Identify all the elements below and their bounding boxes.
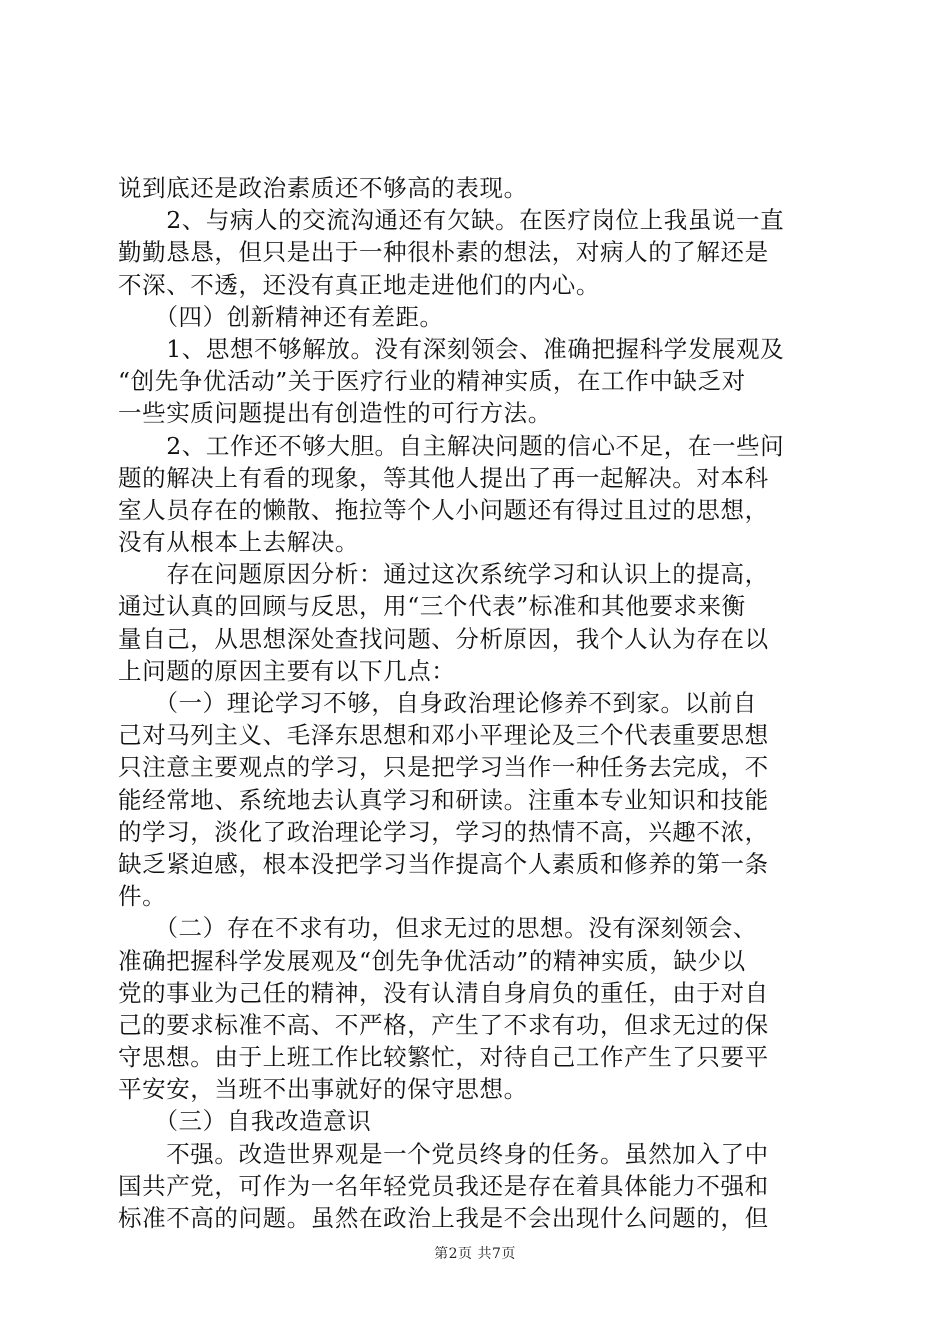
text-line: （四）创新精神还有差距。 [118,302,444,331]
text-line: 党的事业为己任的精神，没有认清自身肩负的重任，由于对自 [118,978,769,1007]
text-line: 的学习，淡化了政治理论学习，学习的热情不高，兴趣不浓， [118,817,769,846]
document-body [118,172,838,1234]
text-line: 己对马列主义、毛泽东思想和邓小平理论及三个代表重要思想 [118,721,769,750]
text-line: 缺乏紧迫感，根本没把学习当作提高个人素质和修养的第一条 [118,849,769,878]
text-line: 件。 [118,882,167,911]
text-line: 不深、不透，还没有真正地走进他们的内心。 [118,270,600,299]
text-line: 勤勤恳恳，但只是出于一种很朴素的想法，对病人的了解还是 [118,238,769,267]
text-line: 说到底还是政治素质还不够高的表现。 [118,174,528,202]
text-line: 标准不高的问题。虽然在政治上我是不会出现什么问题的，但 [118,1204,769,1232]
text-line: 平安安，当班不出事就好的保守思想。 [118,1075,528,1104]
text-line: 一些实质问题提出有创造性的可行方法。 [118,399,552,428]
text-line: 只注意主要观点的学习，只是把学习当作一种任务去完成，不 [118,753,769,782]
text-line: （一）理论学习不够，自身政治理论修养不到家。以前自 [118,689,757,717]
text-line: 通过认真的回顾与反思，用“三个代表”标准和其他要求来衡 [118,592,746,621]
text-line: “创先争优活动”关于医疗行业的精神实质，在工作中缺乏对 [118,367,746,396]
text-line: 题的解决上有看的现象，等其他人提出了再一起解决。对本科 [118,463,769,492]
text-line: 2、与病人的交流沟通还有欠缺。在医疗岗位上我虽说一直 [118,206,785,235]
text-line: 国共产党，可作为一名年轻党员我还是存在着具体能力不强和 [118,1171,769,1200]
text-line: （二）存在不求有功，但求无过的思想。没有深刻领会、 [118,914,757,943]
text-line: 能经常地、系统地去认真学习和研读。注重本专业知识和技能 [118,785,769,814]
text-line: （三）自我改造意识 [118,1107,372,1136]
text-line: 1、思想不够解放。没有深刻领会、准确把握科学发展观及 [118,334,785,363]
text-line: 没有从根本上去解决。 [118,528,359,557]
text-line: 存在问题原因分析：通过这次系统学习和认识上的提高， [118,560,769,589]
text-line: 准确把握科学发展观及“创先争优活动”的精神实质，缺少以 [118,946,746,975]
text-line: 己的要求标准不高、不严格，产生了不求有功，但求无过的保 [118,1010,769,1039]
page-footer: 第2页 共7页 [434,1246,516,1262]
text-line: 室人员存在的懒散、拖拉等个人小问题还有得过且过的思想， [118,495,769,524]
text-line: 不强。改造世界观是一个党员终身的任务。虽然加入了中 [118,1139,769,1168]
text-line: 2、工作还不够大胆。自主解决问题的信心不足，在一些问 [118,431,785,460]
text-line: 量自己，从思想深处查找问题、分析原因，我个人认为存在以 [118,624,769,653]
text-line: 守思想。由于上班工作比较繁忙，对待自己工作产生了只要平 [118,1043,769,1072]
text-line: 上问题的原因主要有以下几点： [118,656,456,685]
